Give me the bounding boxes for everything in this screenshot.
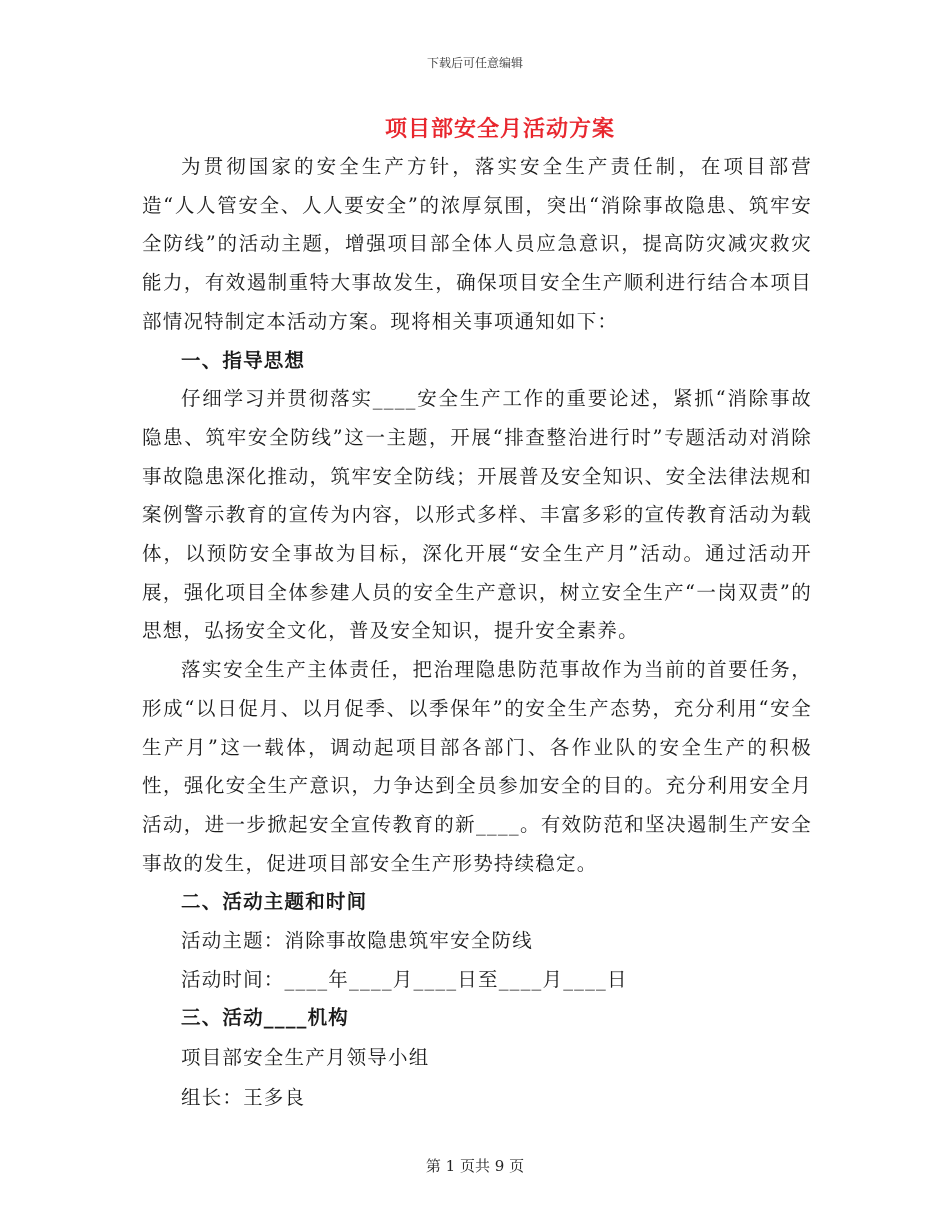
section-heading-guiding-ideology: 一、指导思想 — [181, 348, 306, 372]
header-note: 下载后可任意编辑 — [426, 56, 523, 70]
intro-paragraph: 为贯彻国家的安全生产方针，落实安全生产责任制，在项目部营造“人人管安全、人人要安全”的浓厚氛围，突出“消除事故隐患、筑牢安全防线”的活动主题，增强项目部全体人员应急意识，提高防灾减灾救灾能力，有效遏制重特大事故发生，确保项目安全生产顺利进行结合本项目部情况特制定本活动方案。现将相关事项通知如下： — [142, 155, 812, 333]
activity-time-line: 活动时间：____年____月____日至____月____日 — [181, 967, 628, 991]
guiding-ideology-paragraph-2: 落实安全生产主体责任，把治理隐患防范事故作为当前的首要任务，形成“以日促月、以月促季、以季保年”的安全生产态势，充分利用“安全生产月”这一载体，调动起项目部各部门、各作业队的安全生产的积极性，强化安全生产意识，力争达到全员参加安全的目的。充分利用安全月活动，进一步掀起安全宣传教育的新____。有效防范和坚决遏制生产安全事故的发生，促进项目部安全生产形势持续稳定。 — [142, 658, 812, 875]
group-leader-line: 组长：王多良 — [181, 1086, 306, 1110]
guiding-ideology-paragraph-1: 仔细学习并贯彻落实____安全生产工作的重要论述，紧抓“消除事故隐患、筑牢安全防线”这一主题，开展“排查整治进行时”专题活动对消除事故隐患深化推动，筑牢安全防线；开展普及安全知识、安全法律法规和案例警示教育的宣传为内容，以形式多样、丰富多彩的宣传教育活动为载体，以预防安全事故为目标，深化开展“安全生产月”活动。通过活动开展，强化项目全体参建人员的安全生产意识，树立安全生产“一岗双责”的思想，弘扬安全文化，普及安全知识，提升安全素养。 — [142, 387, 812, 643]
document-body — [142, 148, 812, 1118]
leading-group-line: 项目部安全生产月领导小组 — [181, 1046, 430, 1070]
document-title: 项目部安全月活动方案 — [384, 116, 615, 142]
section-heading-organization: 三、活动____机构 — [181, 1006, 350, 1030]
page-footer: 第 1 页共 9 页 — [425, 1157, 525, 1175]
activity-theme-line: 活动主题：消除事故隐患筑牢安全防线 — [181, 929, 533, 953]
section-heading-theme-and-time: 二、活动主题和时间 — [181, 890, 368, 914]
